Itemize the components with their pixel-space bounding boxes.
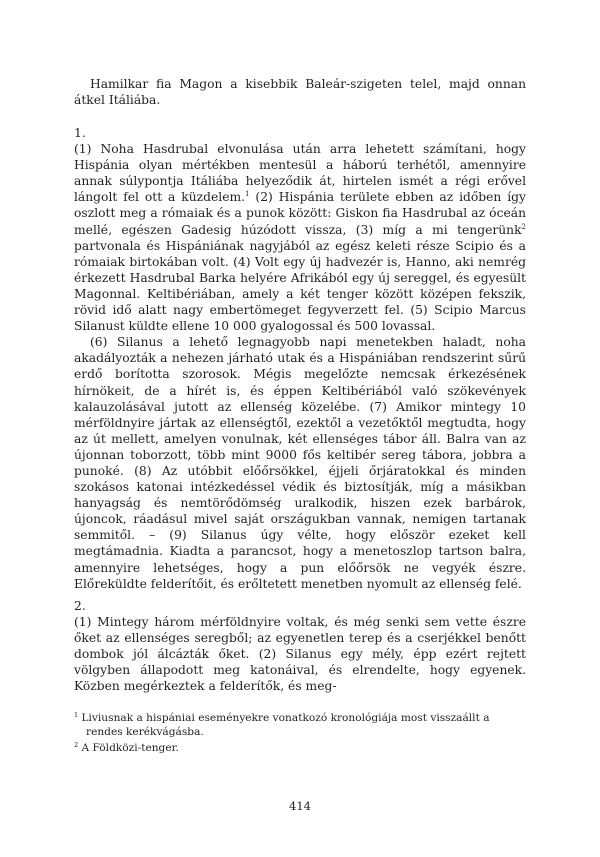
footnote-ref[interactable]: 1 [245,190,250,199]
section-1 [74,125,526,592]
footnote-number: 2 [74,741,79,749]
paragraph: (1) Mintegy három mérföldnyire voltak, és még senki sem vette észre őket az ellenséges seregből; az egyenetlen terep és a cserjékkel benőtt dombok jól álcázták őket. (2) Silanus egy mély, épp ezért rejtett völgyben állapodott meg katonáival, és elrendelte, hogy egyenek. Közben megérkeztek a felderítők, és meg- [74,615,526,694]
section-number: 2. [74,599,86,613]
footnote-number: 1 [74,711,79,719]
page-number: 414 [289,799,311,813]
paragraph-text: partvonala és Hispániának nagyjából az egész keleti része Scipio és a rómaiak birtokában volt. (4) Volt egy új hadvezér is, Hanno, aki nemrég érkezett Hasdrubal Barka helyére Afrikából egy új sereggel, és egyesült Magonnal. Keltibériában, amely a két tenger között középen fekszik, rövid idő alatt nagy embertömeget fegyverzett fel. (5) Scipio Marcus Silanust küldte ellene 10 000 gyalogossal és 500 lovassal. [74,238,526,334]
footnote [74,741,526,755]
section-2 [74,598,526,695]
paragraph-text: (1) Noha Hasdrubal elvonulása után arra lehetett számítani, hogy Hispánia olyan mértékben mentesül a háború terhétől, amennyire annak súlypontja Itáliába helyeződik át, hirtelen ismét a régi erővel lángolt fel ott a küzdelem. [74,142,526,205]
paragraph: (6) Silanus a lehető legnagyobb napi menetekben haladt, noha akadályozták a nehezen járható utak és a Hispániában rendszerint sűrű erdő borította szorosok. Mégis megelőzte nemcsak érkezésének hírnökeit, de a hírét is, és éppen Keltibériából való szökevények kalauzolásával jutott az ellenség közelébe. (7) Amikor mintegy 10 mérföldnyire jártak az ellenségtől, ezektől a vezetőktől megtudta, hogy az út mellett, amelyen vonulnak, két ellenséges tábor áll. Balra van az újonnan toborzott, több mint 9000 fős keltibér sereg tábora, jobbra a punoké. (8) Az utóbbit előőrsökkel, éjjeli őrjáratokkal és minden szokásos katonai intézkedéssel védik és biztosítják, míg a másikban hanyagság és nemtörődömség uralkodik, hiszen ezek barbárok, újoncok, ráadásul mivel saját országukban vannak, nemigen tartanak semmitől. – (9) Silanus úgy vélte, hogy először ezeket kell megtámadnia. Kiadta a parancsot, hogy a menetoszlop tartson balra, amennyire lehetséges, hogy a pun előőrsök ne vegyék észre. Előreküldte felderítőit, és erőltetett menetben nyomult az ellenség felé. [74,335,526,591]
paragraph [74,141,526,334]
footnotes [74,711,526,757]
footnote-ref[interactable]: 2 [521,222,526,231]
footnote-text: A Földközi-tenger. [78,742,179,754]
footnote-text: Liviusnak a hispániai eseményekre vonatkozó kronológiája most visszaállt a rendes kerékvágásba. [78,712,490,738]
chapter-summary-text: Hamilkar fia Magon a kisebbik Baleár-szigeten telel, majd onnan átkel Itáliába. [74,77,526,108]
footnote [74,711,526,739]
chapter-summary [74,76,526,108]
section-number: 1. [74,126,86,140]
paragraph-text: (2) Hispánia területe ebben az időben így oszlott meg a rómaiak és a punok között: Giskon fia Hasdrubal az óceán mellé, egészen Gadesig húzódott vissza, (3) míg a mi tengerünk [74,190,526,237]
